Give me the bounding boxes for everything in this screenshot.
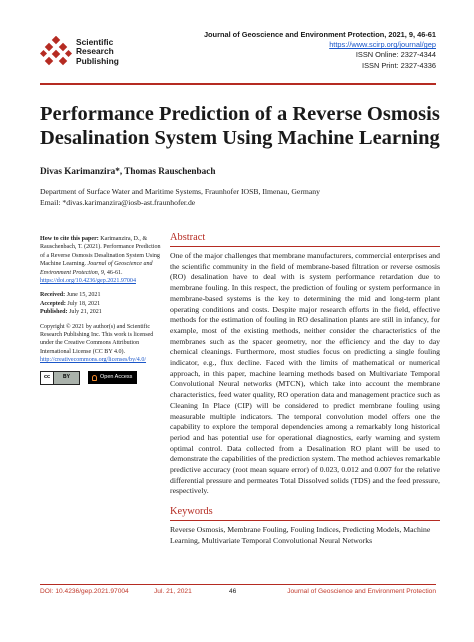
publisher-name [76, 38, 119, 66]
author-affiliation-block [40, 187, 320, 208]
by-icon: BY [63, 374, 70, 381]
footer-page-number [229, 588, 236, 595]
affiliation: Department of Surface Water and Maritime Systems, Fraunhofer IOSB, Ilmenau, Germany [40, 187, 320, 196]
keywords-section [170, 506, 440, 546]
issn-print: ISSN Print: 2327-4336 [362, 60, 436, 70]
accepted-date: July 18, 2021 [67, 300, 101, 307]
license-link[interactable]: http://creativecommons.org/licenses/by/4.0/ [40, 357, 147, 364]
issn-online: ISSN Online: 2327-4344 [355, 50, 436, 60]
open-access-badge [88, 371, 137, 383]
article-authors: Divas Karimanzira*, Thomas Rauschenbach [40, 166, 216, 176]
footer-doi: DOI: 10.4236/gep.2021.97004 [40, 588, 129, 595]
published-label: Published: [40, 309, 68, 316]
header-divider [40, 83, 436, 85]
cite-label: How to cite this paper: [40, 236, 99, 242]
journal-info [204, 30, 436, 71]
publisher-name-line: Research [76, 46, 114, 57]
journal-url-link[interactable]: https://www.scirp.org/journal/gep [329, 40, 436, 50]
keywords-heading: Keywords [170, 506, 440, 521]
copyright-block [40, 323, 162, 365]
publisher-logo [40, 36, 170, 68]
journal-citation-line: Journal of Geoscience and Environment Protection, 2021, 9, 46-61 [203, 30, 436, 39]
received-label: Received: [40, 292, 66, 299]
page-number: 46 [229, 588, 237, 595]
abstract-heading: Abstract [170, 232, 440, 247]
citation-block [40, 235, 162, 285]
cite-journal: Journal of Geoscience and Environment Protection, 9, [40, 261, 153, 276]
accepted-label: Accepted: [40, 300, 66, 307]
srp-diamond-logo-icon [40, 36, 72, 68]
article-sidebar [40, 235, 162, 385]
author-email: Email: *divas.karimanzira@iosb-ast.fraunhofer.de [40, 197, 196, 207]
open-lock-icon [92, 375, 97, 381]
published-date: July 21, 2021 [69, 309, 102, 316]
cite-text: Karimanzira, D., & Rauschenbach, T. (2021). Performance Prediction of a Reverse Osmosis Desalination System Using Machine Learning. [40, 236, 161, 268]
copyright-text: Copyright © 2021 by author(s) and Scientific Research Publishing Inc. This work is licensed under the Creative Commons Attribution International License (CC BY 4.0). [40, 323, 154, 355]
abstract-column [170, 232, 440, 547]
publisher-name-line: Scientific [76, 37, 114, 47]
cc-by-badge[interactable] [40, 371, 80, 385]
cite-pages: 46-61. [106, 269, 123, 276]
cc-icon: cc [41, 372, 54, 384]
received-date: June 15, 2021 [66, 292, 101, 299]
footer-journal: Journal of Geoscience and Environment Protection [287, 588, 436, 595]
license-badges [40, 371, 162, 385]
open-access-label: Open Access [100, 374, 133, 381]
footer-divider [40, 584, 436, 585]
publisher-name-line: Publishing [76, 55, 119, 66]
footer-date: Jul. 21, 2021 [154, 588, 192, 595]
dates-block [40, 291, 162, 316]
keywords-text: Reverse Osmosis, Membrane Fouling, Fouling Indices, Predicting Models, Machine Learning, Multivariate Temporal Convolutional Neural Networks [170, 525, 431, 545]
doi-link[interactable]: https://doi.org/10.4236/gep.2021.97004 [40, 278, 136, 285]
article-title: Performance Prediction of a Reverse Osmosis Desalination System Using Machine Learning [40, 103, 440, 149]
abstract-text: One of the major challenges that membrane manufacturers, commercial enterprises and the scientific community in the field of membrane-based filtration or reverse osmosis (RO) desalination have to deal with is system performance retardation due to membrane fouling. In this respect, the prediction of fouling or system performance in membrane-based systems is the key to determining the mid and long-term plant operating conditions and costs. Despite major research efforts in the field, effective methods for the estimation of fouling in RO desalination plants are still in infancy, for example, most of the existing methods, neither consider the characteristics of the membranes such as the spacer geometry, nor the efficiency and the day to day chemical cleanings. Furthermore, most studies focus on predicting a single fouling indicator, e.g., flux decline. Faced with the limits of mathematical or numerical approach, in this paper, machine learning methods based on Multivariate Temporal Convolutional Neural networks (MTCN), which take into account the membrane characteristics, feed water quality, RO operation data and management practice such as Cleaning In Place (CIP) will be considered to predict membrane fouling using measurable multiple indicators. The temporal convolution model offers one the capability to explore the temporal dependencies among a remarkably long historical period and has potential use for operational diagnostics, early warning and system optimal control. Data collected from a Desalination RO plant will be used to demonstrate the capabilities of the prediction system. The method achieves remarkable predictive accuracy (root mean square error) of 0.023, 0.012 and 0.007 for the relative differential pressure and permeates Total Dissolved solids (TDS) and the feed pressure, respectively. [170, 251, 440, 496]
